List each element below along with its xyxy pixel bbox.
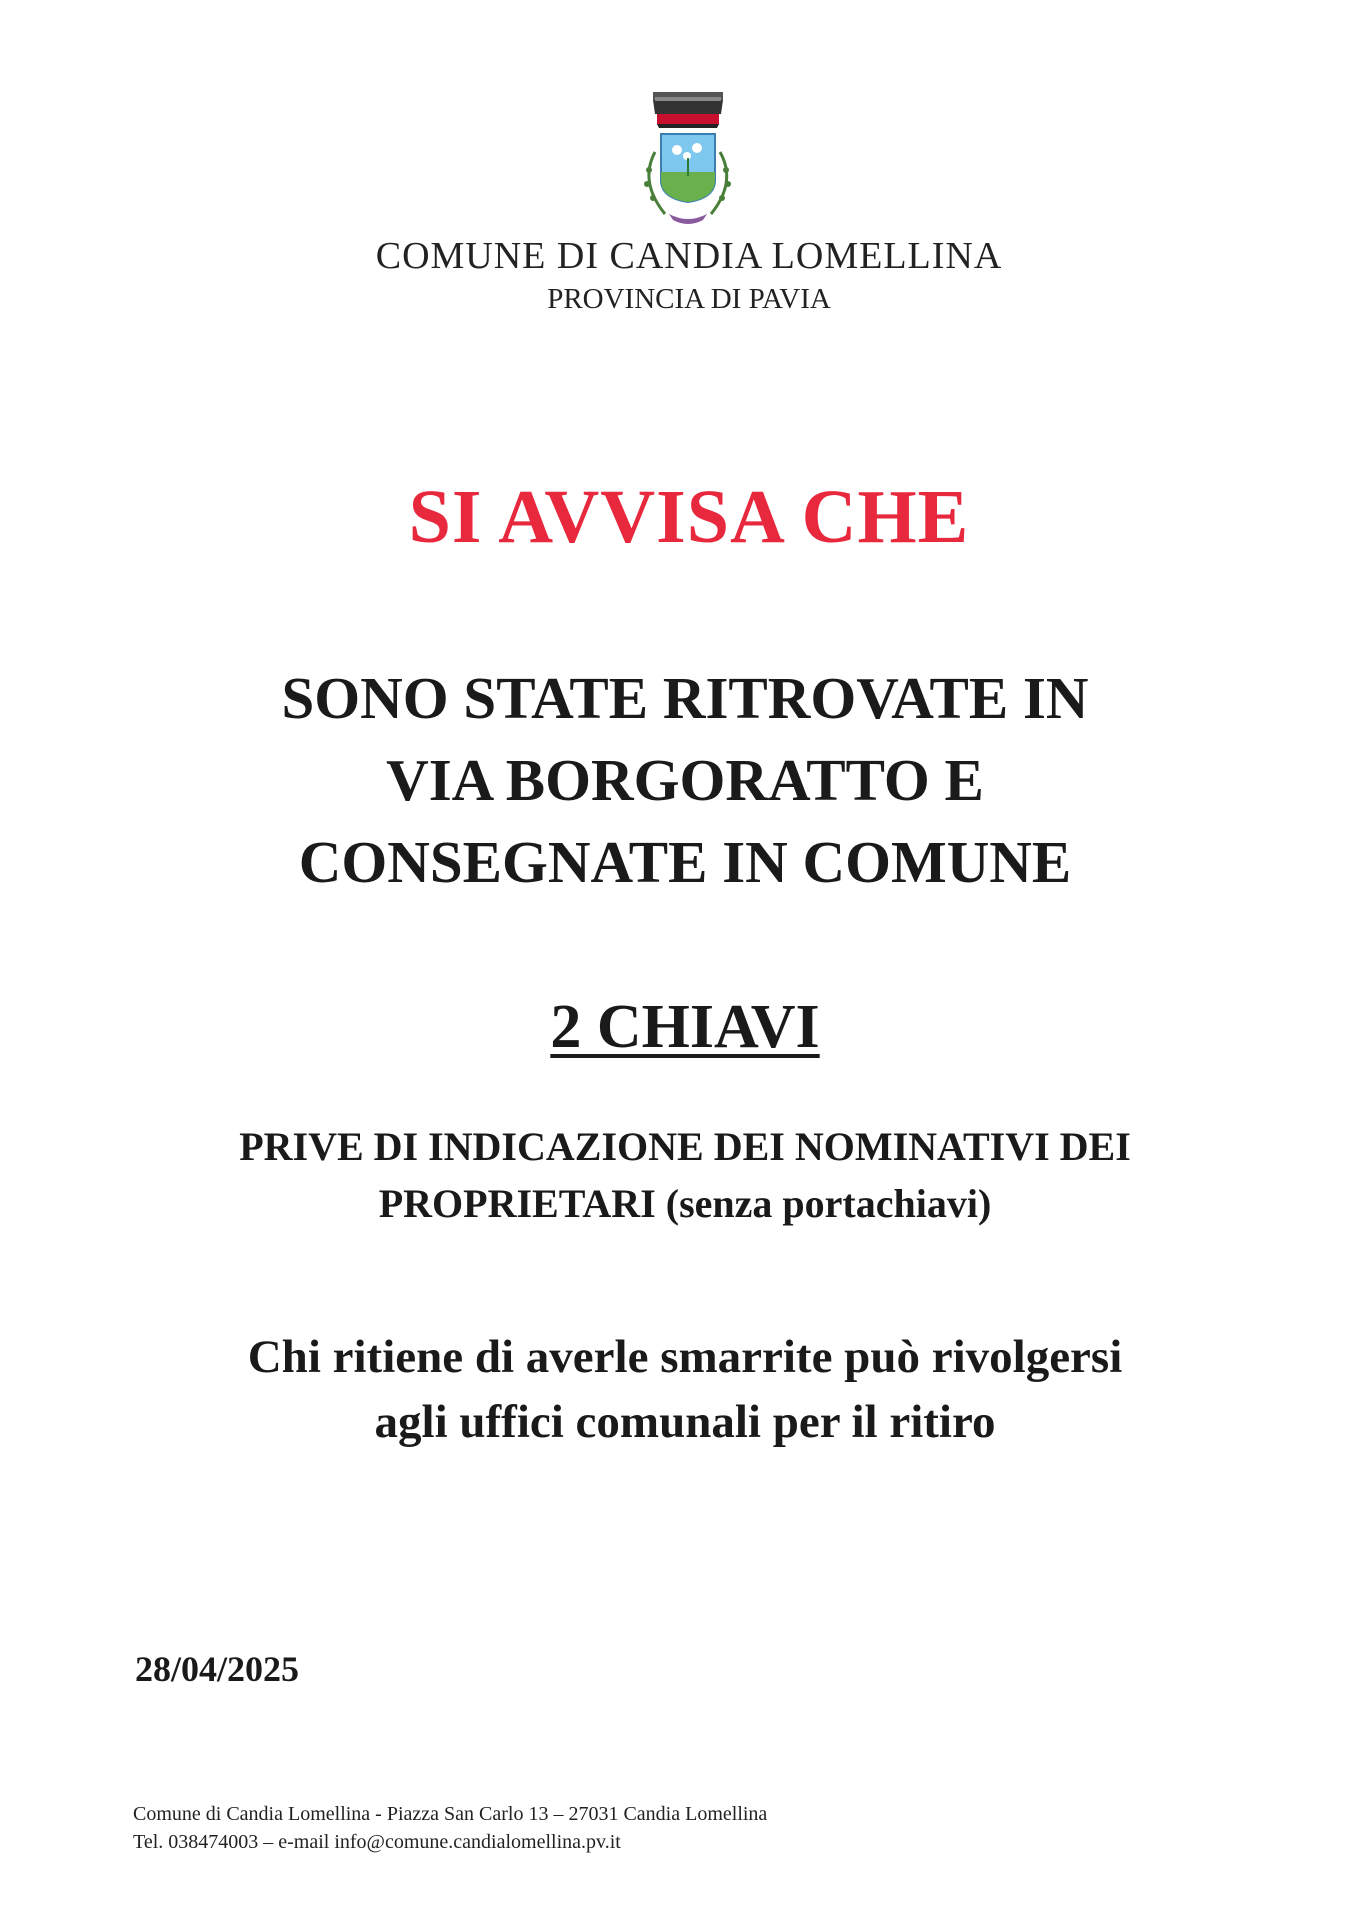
found-line: VIA BORGORATTO E [386, 747, 984, 813]
found-item-label: 2 CHIAVI [550, 993, 820, 1061]
details-line-1: PRIVE DI INDICAZIONE DEI NOMINATIVI DEI [239, 1124, 1131, 1169]
municipality-name: COMUNE DI CANDIA LOMELLINA [375, 235, 1003, 277]
notice-date: 28/04/2025 [135, 1649, 300, 1689]
instructions-line: agli uffici comunali per il ritiro [374, 1396, 996, 1448]
item-details [0, 1118, 1358, 1232]
municipal-coat-of-arms-icon [625, 92, 750, 237]
footer-address: Comune di Candia Lomellina - Piazza San Carlo 13 – 27031 Candia Lomellina [133, 1803, 768, 1825]
details-owners: PROPRIETARI [378, 1181, 656, 1226]
details-note: (senza portachiavi) [665, 1181, 992, 1226]
pickup-instructions [0, 1325, 1358, 1455]
notice-heading: SI AVVISA CHE [408, 475, 970, 559]
found-statement [0, 657, 1358, 903]
province-name: PROVINCIA DI PAVIA [547, 283, 831, 315]
found-item [0, 992, 1358, 1063]
footer-contacts [133, 1800, 767, 1856]
footer-phone-email: Tel. 038474003 – e-mail info@comune.candialomellina.pv.it [133, 1831, 621, 1853]
found-line: CONSEGNATE IN COMUNE [298, 829, 1072, 895]
instructions-line: Chi ritiene di averle smarrite può rivolgersi [247, 1331, 1123, 1383]
details-line-2 [0, 1175, 1358, 1232]
found-line: SONO STATE RITROVATE IN [281, 665, 1089, 731]
